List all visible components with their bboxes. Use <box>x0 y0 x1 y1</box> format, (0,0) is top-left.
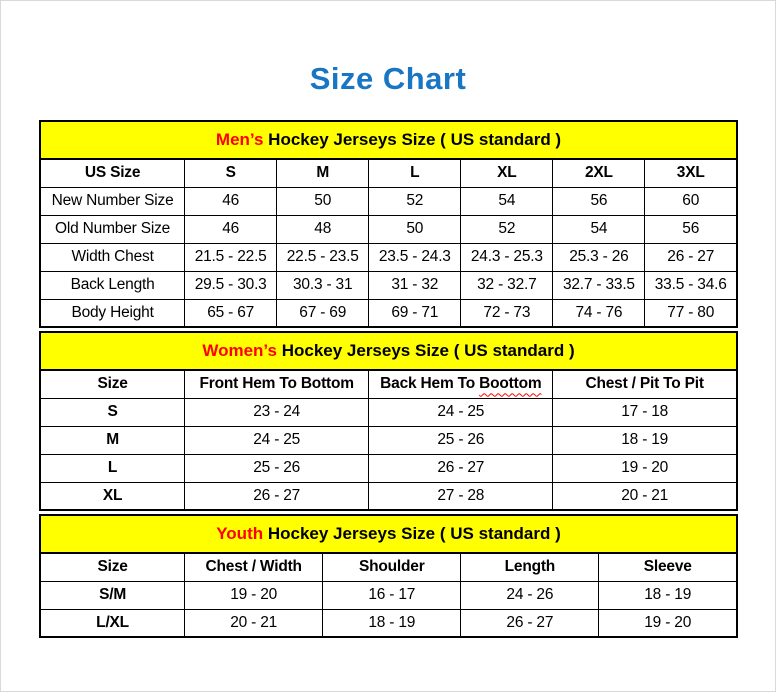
row-label-cell: M <box>40 426 185 454</box>
youth-size-section <box>39 514 738 638</box>
column-header: Chest / Width <box>185 553 323 581</box>
value-cell: 19 - 20 <box>185 581 323 609</box>
value-cell: 24.3 - 25.3 <box>461 243 553 271</box>
table-row <box>40 187 737 215</box>
youth-banner-text: Hockey Jerseys Size ( US standard ) <box>263 524 561 543</box>
value-cell: 25 - 26 <box>369 426 553 454</box>
womens-size-table <box>39 369 738 511</box>
row-label-cell: S <box>40 398 185 426</box>
row-label-cell: Back Length <box>40 271 185 299</box>
table-row <box>40 454 737 482</box>
value-cell: 22.5 - 23.5 <box>277 243 369 271</box>
value-cell: 31 - 32 <box>369 271 461 299</box>
value-cell: 16 - 17 <box>323 581 461 609</box>
mens-banner-text: Hockey Jerseys Size ( US standard ) <box>263 130 562 149</box>
value-cell: 52 <box>461 215 553 243</box>
value-cell: 54 <box>461 187 553 215</box>
spellcheck-underlined-word: Boottom <box>479 375 542 393</box>
row-label-cell: Width Chest <box>40 243 185 271</box>
value-cell: 48 <box>277 215 369 243</box>
value-cell: 30.3 - 31 <box>277 271 369 299</box>
value-cell: 67 - 69 <box>277 299 369 327</box>
value-cell: 26 - 27 <box>645 243 737 271</box>
value-cell: 20 - 21 <box>185 609 323 637</box>
value-cell: 74 - 76 <box>553 299 645 327</box>
row-label-cell: Body Height <box>40 299 185 327</box>
value-cell: 56 <box>553 187 645 215</box>
value-cell: 69 - 71 <box>369 299 461 327</box>
womens-banner-accent-word: Women’s <box>202 341 277 360</box>
table-row <box>40 426 737 454</box>
row-label-cell: XL <box>40 482 185 510</box>
table-row <box>40 398 737 426</box>
value-cell: 18 - 19 <box>599 581 737 609</box>
value-cell: 23 - 24 <box>185 398 369 426</box>
row-label-cell: L <box>40 454 185 482</box>
column-header: Shoulder <box>323 553 461 581</box>
mens-banner-accent-word: Men’s <box>215 130 264 149</box>
row-label-cell: S/M <box>40 581 185 609</box>
womens-banner-text: Hockey Jerseys Size ( US standard ) <box>276 341 575 360</box>
value-cell: 21.5 - 22.5 <box>185 243 277 271</box>
value-cell: 56 <box>645 215 737 243</box>
table-row <box>40 243 737 271</box>
value-cell: 19 - 20 <box>599 609 737 637</box>
value-cell: 25.3 - 26 <box>553 243 645 271</box>
mens-size-table <box>39 158 738 328</box>
value-cell: 32.7 - 33.5 <box>553 271 645 299</box>
table-row <box>40 299 737 327</box>
column-header: Length <box>461 553 599 581</box>
value-cell: 32 - 32.7 <box>461 271 553 299</box>
value-cell: 24 - 26 <box>461 581 599 609</box>
womens-header-row <box>40 370 737 398</box>
mens-header-row <box>40 159 737 187</box>
row-label-cell: L/XL <box>40 609 185 637</box>
column-header: S <box>185 159 277 187</box>
page-title: Size Chart <box>309 61 467 96</box>
value-cell: 24 - 25 <box>185 426 369 454</box>
womens-size-section <box>39 331 738 511</box>
value-cell: 77 - 80 <box>645 299 737 327</box>
value-cell: 26 - 27 <box>461 609 599 637</box>
value-cell: 65 - 67 <box>185 299 277 327</box>
value-cell: 46 <box>185 187 277 215</box>
value-cell: 25 - 26 <box>185 454 369 482</box>
column-header: L <box>369 159 461 187</box>
value-cell: 17 - 18 <box>553 398 737 426</box>
table-row <box>40 482 737 510</box>
column-header: Size <box>40 370 185 398</box>
column-header: 3XL <box>645 159 737 187</box>
value-cell: 60 <box>645 187 737 215</box>
value-cell: 26 - 27 <box>369 454 553 482</box>
table-row <box>40 215 737 243</box>
value-cell: 23.5 - 24.3 <box>369 243 461 271</box>
column-header: 2XL <box>553 159 645 187</box>
youth-section-banner <box>39 514 738 552</box>
youth-header-row <box>40 553 737 581</box>
row-label-cell: Old Number Size <box>40 215 185 243</box>
value-cell: 29.5 - 30.3 <box>185 271 277 299</box>
row-label-cell: New Number Size <box>40 187 185 215</box>
table-row <box>40 581 737 609</box>
column-header: Back Hem To Boottom <box>369 370 553 398</box>
womens-section-banner <box>39 331 738 369</box>
value-cell: 33.5 - 34.6 <box>645 271 737 299</box>
value-cell: 18 - 19 <box>323 609 461 637</box>
table-row <box>40 609 737 637</box>
youth-size-table <box>39 552 738 638</box>
value-cell: 72 - 73 <box>461 299 553 327</box>
value-cell: 20 - 21 <box>553 482 737 510</box>
column-header: US Size <box>40 159 185 187</box>
value-cell: 50 <box>277 187 369 215</box>
value-cell: 50 <box>369 215 461 243</box>
table-row <box>40 271 737 299</box>
column-header: Front Hem To Bottom <box>185 370 369 398</box>
column-header: Sleeve <box>599 553 737 581</box>
value-cell: 18 - 19 <box>553 426 737 454</box>
value-cell: 46 <box>185 215 277 243</box>
value-cell: 27 - 28 <box>369 482 553 510</box>
value-cell: 24 - 25 <box>369 398 553 426</box>
value-cell: 52 <box>369 187 461 215</box>
size-tables-container <box>39 120 738 641</box>
youth-banner-accent-word: Youth <box>216 524 264 543</box>
mens-size-section <box>39 120 738 328</box>
column-header: Chest / Pit To Pit <box>553 370 737 398</box>
value-cell: 26 - 27 <box>185 482 369 510</box>
mens-section-banner <box>39 120 738 158</box>
column-header: XL <box>461 159 553 187</box>
column-header: Size <box>40 553 185 581</box>
value-cell: 19 - 20 <box>553 454 737 482</box>
value-cell: 54 <box>553 215 645 243</box>
column-header: M <box>277 159 369 187</box>
